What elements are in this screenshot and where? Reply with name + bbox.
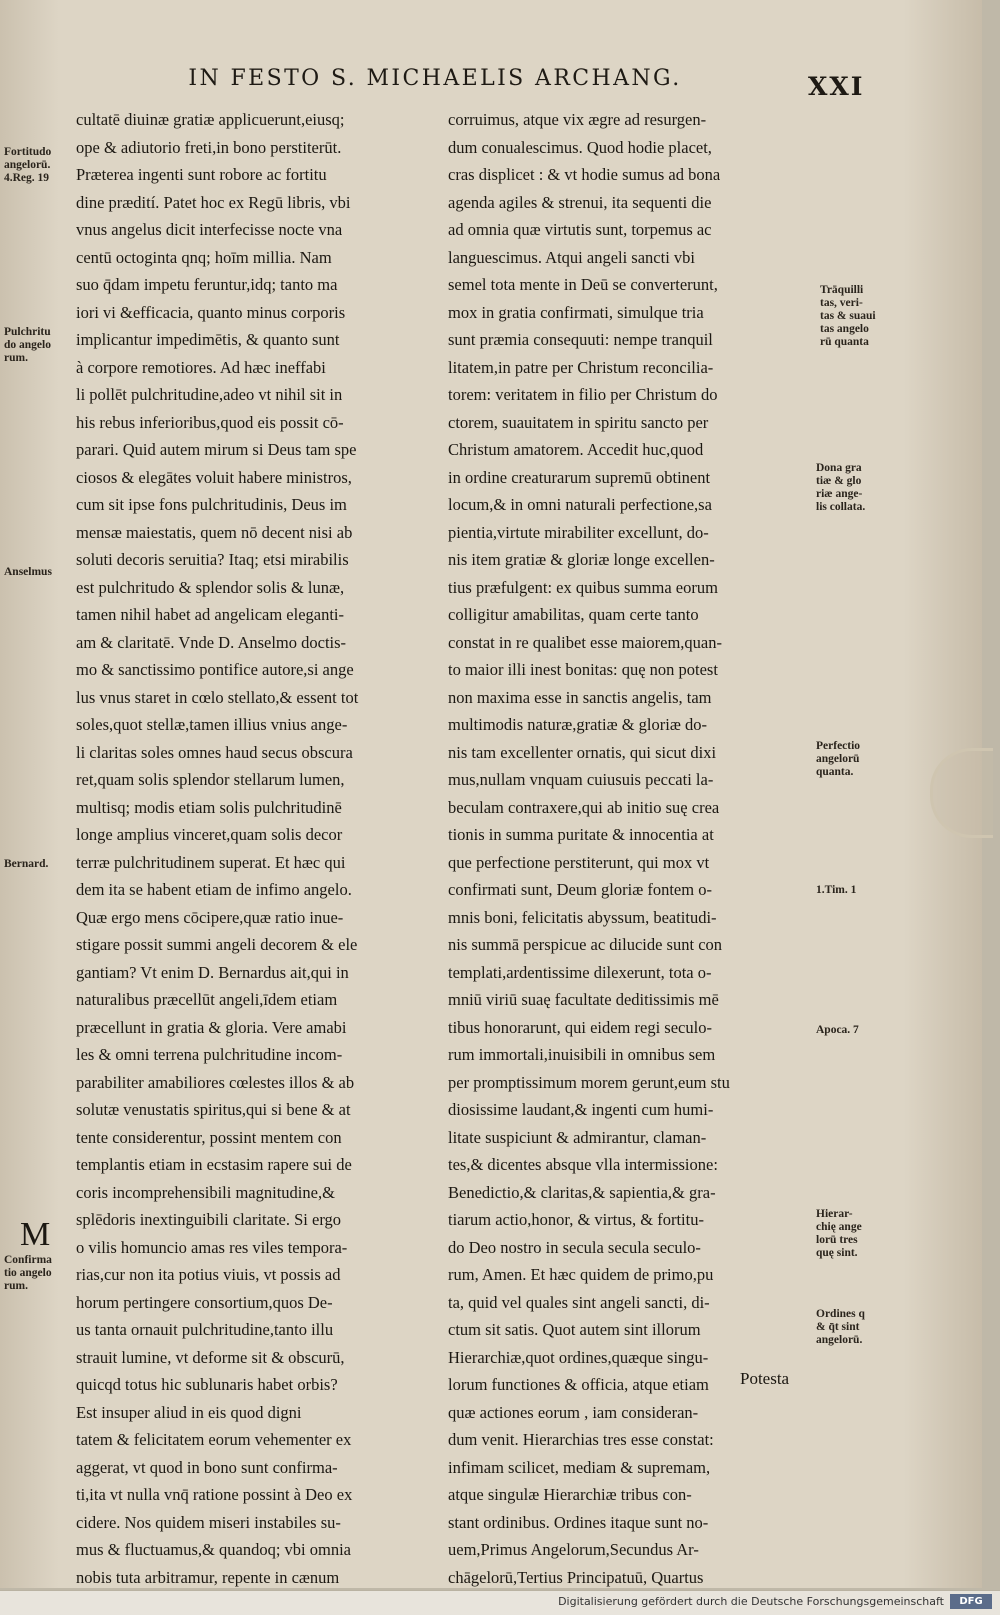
- margin-note-pulchritudo: Pulchritu do angelo rum.: [4, 326, 51, 364]
- text-line-right: tius præfulgent: ex quibus summa eorum: [448, 577, 718, 597]
- text-line-right: cras displicet : & vt hodie sumus ad bona: [448, 165, 721, 184]
- text-line-right: nis tam excellenter ornatis, qui sicut dixi: [448, 742, 717, 762]
- text-line-right: lorum functiones & officia, atque etiam: [448, 1375, 709, 1394]
- margin-note-tim: 1.Tim. 1: [816, 884, 857, 896]
- text-line-right: Hierarchiæ,quot ordines,quæque singu-: [448, 1347, 709, 1367]
- margin-note-perfectio: Perfectio angelorū quanta.: [816, 740, 861, 778]
- text-line-left: nobis tuta arbitramur, repente in cænum: [76, 1567, 340, 1587]
- text-line-left: li pollēt pulchritudine,adeo vt nihil sit in: [76, 385, 343, 404]
- text-line-left: à corpore remotiores. Ad hæc ineffabi: [76, 357, 326, 377]
- text-line-left: templantis etiam in ecstasim rapere sui de: [76, 1155, 352, 1174]
- text-line-left: vnus angelus dicit interfecisse nocte vna: [76, 220, 343, 239]
- text-line-right: beculam contraxere,qui ab initio suę crea: [448, 797, 720, 817]
- text-line-right: diosissime laudant,& ingenti cum humi-: [448, 1100, 714, 1119]
- text-line-left: soles,quot stellæ,tamen illius vnius ange-: [76, 715, 348, 734]
- text-line-left: stigare possit summi angeli decorem & ele: [76, 935, 358, 954]
- margin-note-confirmatio: Confirma tio angelo rum.: [4, 1254, 52, 1292]
- text-line-right: multimodis naturæ,gratiæ & gloriæ do-: [448, 715, 707, 734]
- funding-credit: Digitalisierung gefördert durch die Deutsche Forschungsgemeinschaft: [558, 1595, 944, 1608]
- text-line-left: splēdoris inextinguibili claritate. Si ergo: [76, 1210, 342, 1229]
- margin-note-bernard: Bernard.: [4, 858, 49, 870]
- text-line-left: gantiam? Vt enim D. Bernardus ait,qui in: [76, 962, 349, 982]
- text-line-right: mox in gratia confirmati, simulque tria: [448, 302, 704, 322]
- text-line-left: cum sit ipse fons pulchritudinis, Deus im: [76, 495, 347, 514]
- text-line-right: in ordine creaturarum supremū obtinent: [448, 467, 711, 487]
- marginal-initial-letter: M: [20, 1216, 51, 1253]
- text-line-right: ad omnia quæ virtutis sunt, torpemus ac: [448, 220, 712, 239]
- text-line-left: am & claritatē. Vnde D. Anselmo doctis-: [76, 632, 347, 652]
- text-line-right: torem: veritatem in filio per Christum do: [448, 385, 718, 404]
- text-line-left: lus vnus staret in cœlo stellato,& essent tot: [76, 687, 359, 707]
- text-line-left: ret,quam solis splendor stellarum lumen,: [76, 770, 345, 789]
- text-line-left: ope & adiutorio freti,in bono perstiterūt.: [76, 137, 342, 157]
- catchword: Potesta: [740, 1369, 790, 1388]
- text-line-right: Christum amatorem. Accedit huc,quod: [448, 440, 704, 459]
- text-line-left: ti,ita vt nulla vnq̄ ratione possint à Deo ex: [76, 1485, 353, 1504]
- text-line-right: locum,& in omni naturali perfectione,sa: [448, 495, 712, 514]
- text-line-left: Præterea ingenti sunt robore ac fortitu: [76, 165, 327, 184]
- text-line-left: dem ita se habent etiam de infimo angelo.: [76, 880, 352, 899]
- text-line-left: soluti decoris seruitia? Itaq; etsi mirabilis: [76, 550, 349, 569]
- text-line-right: confirmati sunt, Deum gloriæ fontem o-: [448, 880, 712, 899]
- text-line-left: naturalibus præcellūt angeli,īdem etiam: [76, 990, 338, 1009]
- text-line-right: uem,Primus Angelorum,Secundus Ar-: [448, 1540, 699, 1559]
- text-line-left: solutæ venustatis spiritus,qui si bene & at: [76, 1100, 351, 1119]
- text-line-right: templati,ardentissime dilexerunt, tota o-: [448, 962, 712, 982]
- margin-note-dona-gratiae: Dona gra tiæ & glo riæ ange- lis collata.: [816, 462, 866, 513]
- text-line-right: ta, quid vel quales sint angeli sancti, di-: [448, 1292, 710, 1312]
- text-line-right: quæ actiones eorum , iam consideran-: [448, 1402, 699, 1422]
- running-head: IN FESTO S. MICHAELIS ARCHANG.: [188, 66, 682, 91]
- margin-note-tranquillitas: Trāquilli tas, veri- tas & suaui tas angelo rū quanta: [820, 284, 876, 348]
- text-line-left: parabiliter amabiliores cœlestes illos & ab: [76, 1072, 355, 1092]
- text-line-right: que perfectione perstiterunt, qui mox vt: [448, 852, 710, 872]
- text-line-right: chāgelorū,Tertius Principatuū, Quartus: [448, 1567, 704, 1587]
- text-line-right: tibus honorarunt, qui eidem regi seculo-: [448, 1017, 712, 1037]
- text-line-right: ctum sit satis. Quot autem sint illorum: [448, 1320, 701, 1339]
- text-line-right: dum venit. Hierarchias tres esse constat:: [448, 1430, 714, 1449]
- text-line-left: dine prædití. Patet hoc ex Regū libris, vbi: [76, 192, 351, 212]
- text-line-left: tatem & felicitatem eorum vehementer ex: [76, 1430, 352, 1449]
- text-line-left: strauit lumine, vt deforme sit & obscurū,: [76, 1347, 345, 1367]
- text-line-left: Est insuper aliud in eis quod digni: [76, 1402, 302, 1422]
- text-line-right: infimam scilicet, mediam & supremam,: [448, 1457, 711, 1477]
- text-line-left: tente considerentur, possint mentem con: [76, 1127, 342, 1147]
- text-line-left: longe amplius vinceret,quam solis decor: [76, 825, 343, 844]
- text-line-left: his rebus inferioribus,quod eis possit cō-: [76, 412, 344, 432]
- text-line-left: parari. Quid autem mirum si Deus tam spe: [76, 440, 357, 459]
- text-line-left: horum pertingere consortium,quos De-: [76, 1292, 333, 1312]
- text-line-right: mus,nullam vnquam cuiusuis peccati la-: [448, 770, 714, 789]
- text-line-right: litatem,in patre per Christum reconcilia-: [448, 357, 714, 377]
- text-line-left: implicantur impedimētis, & quanto sunt: [76, 330, 340, 349]
- margin-note-ordines: Ordines q & q̄t sint angelorū.: [816, 1308, 865, 1346]
- text-line-left: les & omni terrena pulchritudine incom-: [76, 1045, 343, 1064]
- text-line-right: mniū viriū suaę facultate deditissimis mē: [448, 990, 719, 1009]
- text-line-left: mensæ maiestatis, quem nō decent nisi ab: [76, 522, 353, 542]
- text-line-left: Quæ ergo mens cōcipere,quæ ratio inue-: [76, 907, 344, 927]
- text-line-right: stant ordinibus. Ordines itaque sunt no-: [448, 1512, 709, 1532]
- text-line-right: languescimus. Atqui angeli sancti vbi: [448, 247, 696, 267]
- text-line-right: nis summā perspicue ac dilucide sunt con: [448, 935, 723, 954]
- text-line-left: iori vi &efficacia, quanto minus corporis: [76, 302, 346, 322]
- margin-note-fortitudo: Fortitudo angelorū. 4.Reg. 19: [4, 146, 52, 184]
- text-line-right: constat in re qualibet esse maiorem,quan-: [448, 632, 722, 652]
- text-line-right: per promptissimum morem gerunt,eum stu: [448, 1072, 730, 1092]
- text-line-right: litate suspiciunt & admirantur, claman-: [448, 1127, 707, 1147]
- text-line-right: tionis in summa puritate & innocentia at: [448, 825, 714, 844]
- text-line-right: atque singulæ Hierarchiæ tribus con-: [448, 1485, 692, 1504]
- folio-number: XXI: [808, 72, 865, 101]
- text-line-right: pientia,virtute mirabiliter excellunt, do-: [448, 522, 709, 542]
- margin-note-hierarchiae: Hierar- chię ange lorū tres quę sint.: [816, 1208, 862, 1259]
- text-line-left: centū octoginta qnq; hoīm millia. Nam: [76, 247, 332, 267]
- text-line-right: corruimus, atque vix ægre ad resurgen-: [448, 110, 707, 129]
- text-line-right: do Deo nostro in secula secula seculo-: [448, 1237, 701, 1257]
- text-line-left: quicqd totus hic sublunaris habet orbis?: [76, 1375, 338, 1394]
- text-line-right: dum conualescimus. Quod hodie placet,: [448, 137, 712, 157]
- text-line-right: sunt præmia consequuti: nempe tranquil: [448, 330, 713, 349]
- text-line-left: li claritas soles omnes haud secus obscura: [76, 742, 353, 762]
- dfg-logo: DFG: [950, 1594, 992, 1609]
- text-line-left: tamen nihil habet ad angelicam eleganti-: [76, 605, 345, 624]
- digitization-footer: [0, 1590, 1000, 1615]
- text-line-left: mus & fluctuamus,& quandoq; vbi omnia: [76, 1540, 351, 1559]
- margin-note-anselmus: Anselmus: [4, 566, 52, 578]
- text-line-left: cidere. Nos quidem miseri instabiles su-: [76, 1512, 341, 1532]
- text-line-left: terræ pulchritudinem superat. Et hæc qui: [76, 852, 346, 872]
- text-line-right: nis item gratiæ & gloriæ longe excellen-: [448, 550, 715, 569]
- margin-note-apoca: Apoca. 7: [816, 1024, 859, 1036]
- text-line-left: aggerat, vt quod in bono sunt confirma-: [76, 1457, 338, 1477]
- text-line-right: non maxima esse in sanctis angelis, tam: [448, 687, 712, 707]
- text-line-right: tiarum actio,honor, & virtus, & fortitu-: [448, 1210, 704, 1229]
- text-line-right: Benedictio,& claritas,& sapientia,& gra-: [448, 1182, 716, 1202]
- text-line-right: agenda agiles & strenui, ita sequenti die: [448, 192, 712, 212]
- text-line-left: rias,cur non ita potius viuis, vt possis ad: [76, 1265, 341, 1284]
- text-line-left: cultatē diuinæ gratiæ applicuerunt,eiusq;: [76, 110, 345, 129]
- text-line-right: mnis boni, felicitatis abyssum, beatitudi-: [448, 907, 717, 927]
- text-column-left: [76, 106, 428, 1591]
- text-line-right: rum, Amen. Et hæc quidem de primo,pu: [448, 1265, 714, 1284]
- text-line-right: to maior illi inest bonitas: quę non potest: [448, 660, 718, 679]
- text-line-left: multisq; modis etiam solis pulchritudinē: [76, 797, 342, 817]
- text-line-left: suo q̄dam impetu feruntur,idq; tanto ma: [76, 275, 338, 294]
- text-line-right: semel tota mente in Deū se converterunt,: [448, 275, 718, 294]
- text-line-right: ctorem, suauitatem in spiritu sancto per: [448, 412, 709, 432]
- text-line-left: us tanta ornauit pulchritudine,tanto illu: [76, 1320, 334, 1339]
- text-line-left: coris incomprehensibili magnitudine,&: [76, 1182, 335, 1202]
- text-line-left: est pulchritudo & splendor solis & lunæ,: [76, 577, 345, 597]
- text-line-right: colligitur amabilitas, quam certe tanto: [448, 605, 699, 624]
- text-line-left: o vilis homuncio amas res viles tempora-: [76, 1237, 348, 1257]
- text-line-left: mo & sanctissimo pontifice autore,si ange: [76, 660, 354, 679]
- text-line-left: ciosos & elegātes voluit habere ministros,: [76, 467, 352, 487]
- text-line-left: præcellunt in gratia & gloria. Vere amabi: [76, 1017, 347, 1037]
- text-line-right: tes,& dicentes absque vlla intermissione:: [448, 1155, 718, 1174]
- text-line-right: rum immortali,inuisibili in omnibus sem: [448, 1045, 716, 1064]
